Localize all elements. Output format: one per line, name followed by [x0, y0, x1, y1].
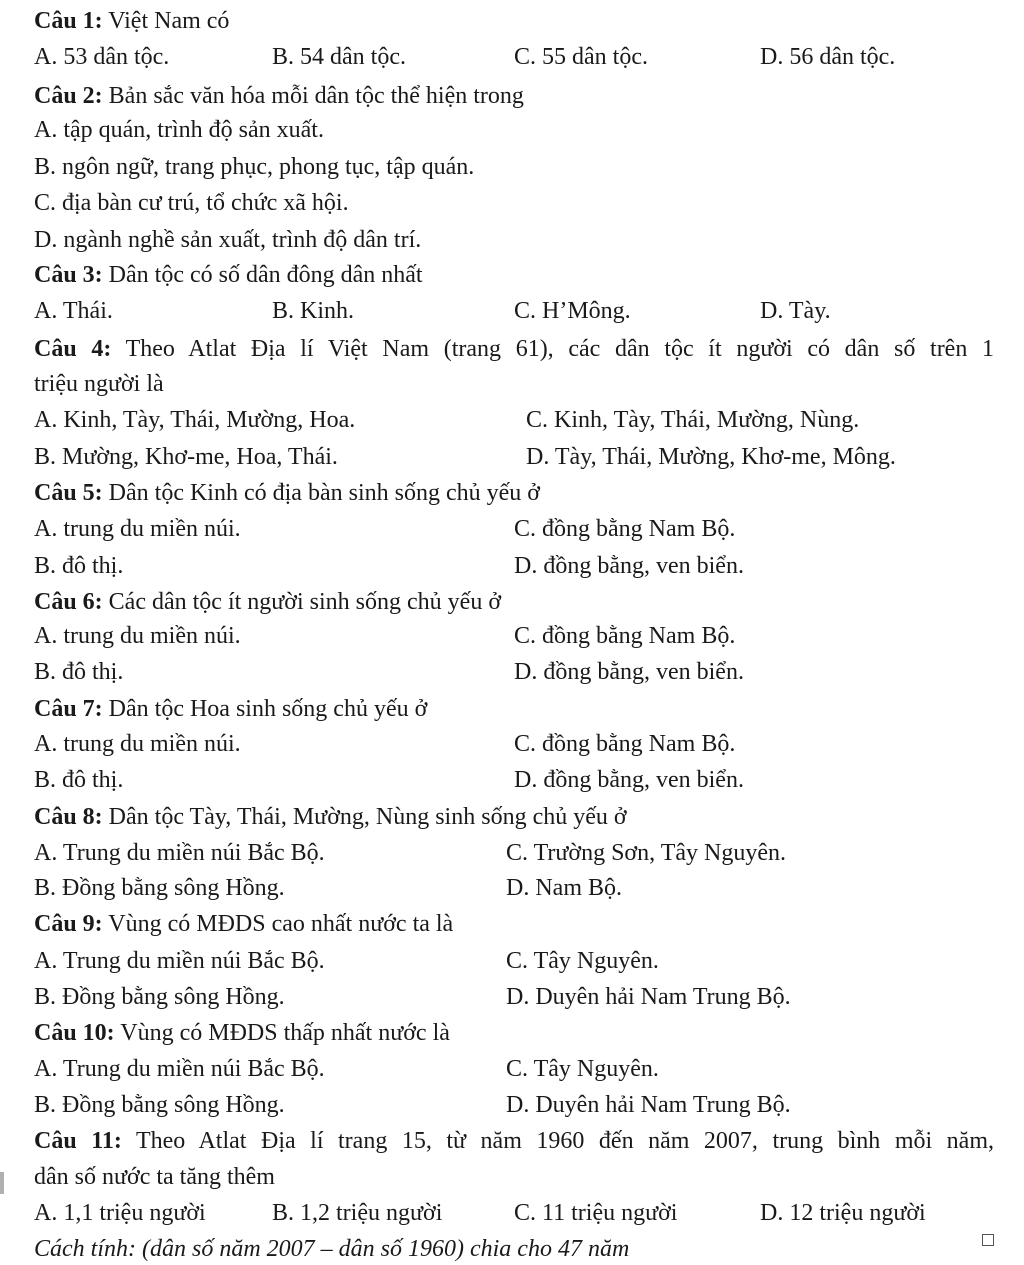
option-d: D. 56 dân tộc.: [760, 44, 896, 70]
option-a: A. 53 dân tộc.: [34, 44, 170, 70]
option-d: D. 12 triệu người: [760, 1200, 926, 1226]
option-b: B. Đồng bằng sông Hồng.: [34, 984, 285, 1010]
question-7: [34, 694, 994, 724]
option-d: D. ngành nghề sản xuất, trình độ dân trí.: [34, 227, 422, 253]
question-text-continued: dân số nước ta tăng thêm: [34, 1164, 275, 1190]
option-b: B. 54 dân tộc.: [272, 44, 406, 70]
option-c: C. đồng bằng Nam Bộ.: [514, 516, 736, 542]
option-b: B. Mường, Khơ-me, Hoa, Thái.: [34, 444, 338, 470]
question-label: Câu 9:: [34, 911, 103, 937]
question-text: Theo Atlat Địa lí Việt Nam (trang 61), các dân tộc ít người có dân số trên 1: [125, 336, 995, 362]
option-b: B. đô thị.: [34, 553, 124, 579]
margin-marker: [0, 1172, 4, 1194]
option-c: C. 55 dân tộc.: [514, 44, 648, 70]
question-text: Vùng có MĐDS cao nhất nước ta là: [108, 911, 454, 937]
question-text: Việt Nam có: [108, 8, 230, 34]
options-row: [34, 838, 994, 868]
options-row: [34, 1090, 994, 1120]
options-row: [34, 873, 994, 903]
options-row: [34, 946, 994, 976]
options-row: [34, 621, 994, 651]
question-2: [34, 81, 994, 111]
option-d: D. Tày, Thái, Mường, Khơ-me, Mông.: [526, 444, 896, 470]
calculation-note: Cách tính: (dân số năm 2007 – dân số 1960) chia cho 47 năm: [34, 1236, 630, 1262]
option-b: B. Kinh.: [272, 298, 355, 324]
square-icon: [982, 1234, 994, 1246]
question-6: [34, 587, 994, 617]
options-row: [34, 1198, 994, 1228]
options-row: [34, 1054, 994, 1084]
option-d: D. đồng bằng, ven biển.: [514, 659, 744, 685]
option-a: A. Kinh, Tày, Thái, Mường, Hoa.: [34, 407, 356, 433]
option-d: D. Tày.: [760, 298, 831, 324]
question-label: Câu 4:: [34, 336, 112, 362]
question-text: Theo Atlat Địa lí trang 15, từ năm 1960 đến năm 2007, trung bình mỗi năm,: [135, 1128, 994, 1154]
question-label: Câu 8:: [34, 804, 103, 830]
options-row: [34, 729, 994, 759]
option-c: C. Tây Nguyên.: [506, 1056, 659, 1082]
option-d: D. Duyên hải Nam Trung Bộ.: [506, 1092, 791, 1118]
option-a: A. 1,1 triệu người: [34, 1200, 206, 1226]
options-row: [34, 982, 994, 1012]
option-d: D. đồng bằng, ven biển.: [514, 767, 744, 793]
options-row: [34, 765, 994, 795]
question-label: Câu 2:: [34, 83, 103, 109]
options-row: [34, 296, 994, 326]
question-11: [34, 1126, 994, 1156]
question-8: [34, 802, 994, 832]
question-text: Dân tộc có số dân đông dân nhất: [108, 262, 423, 288]
options-row: [34, 42, 994, 72]
question-text: Các dân tộc ít người sinh sống chủ yếu ở: [108, 589, 502, 615]
question-label: Câu 11:: [34, 1128, 122, 1154]
option-b: B. đô thị.: [34, 659, 124, 685]
option-d: D. Duyên hải Nam Trung Bộ.: [506, 984, 791, 1010]
option-a: A. trung du miền núi.: [34, 623, 241, 649]
option-c: C. Kinh, Tày, Thái, Mường, Nùng.: [526, 407, 860, 433]
question-text: Bản sắc văn hóa mỗi dân tộc thể hiện trong: [108, 83, 524, 109]
option-c: C. đồng bằng Nam Bộ.: [514, 731, 736, 757]
option-a: A. Trung du miền núi Bắc Bộ.: [34, 840, 325, 866]
option-c: C. địa bàn cư trú, tổ chức xã hội.: [34, 190, 349, 216]
question-text: Dân tộc Tày, Thái, Mường, Nùng sinh sống chủ yếu ở: [108, 804, 627, 830]
options-row: [34, 551, 994, 581]
option-b: B. ngôn ngữ, trang phục, phong tục, tập quán.: [34, 154, 475, 180]
question-3: [34, 260, 994, 290]
option-c: C. Trường Sơn, Tây Nguyên.: [506, 840, 786, 866]
question-label: Câu 1:: [34, 8, 103, 34]
option-a: A. tập quán, trình độ sản xuất.: [34, 117, 324, 143]
option-c: C. H’Mông.: [514, 298, 631, 324]
option-b: B. đô thị.: [34, 767, 124, 793]
question-text-continued: triệu người là: [34, 371, 164, 397]
option-c: C. Tây Nguyên.: [506, 948, 659, 974]
option-d: D. Nam Bộ.: [506, 875, 622, 901]
option-b: B. Đồng bằng sông Hồng.: [34, 1092, 285, 1118]
question-text: Dân tộc Kinh có địa bàn sinh sống chủ yếu ở: [108, 480, 540, 506]
option-b: B. 1,2 triệu người: [272, 1200, 443, 1226]
question-label: Câu 7:: [34, 696, 103, 722]
option-a: A. trung du miền núi.: [34, 516, 241, 542]
question-label: Câu 10:: [34, 1020, 115, 1046]
options-row: [34, 405, 994, 435]
question-4: [34, 334, 994, 364]
question-10: [34, 1018, 994, 1048]
question-text: Vùng có MĐDS thấp nhất nước là: [120, 1020, 450, 1046]
options-row: [34, 514, 994, 544]
question-1: [34, 6, 994, 36]
option-a: A. trung du miền núi.: [34, 731, 241, 757]
question-label: Câu 6:: [34, 589, 103, 615]
option-d: D. đồng bằng, ven biển.: [514, 553, 744, 579]
question-label: Câu 3:: [34, 262, 103, 288]
option-a: A. Trung du miền núi Bắc Bộ.: [34, 1056, 325, 1082]
option-a: A. Trung du miền núi Bắc Bộ.: [34, 948, 325, 974]
question-5: [34, 478, 994, 508]
option-c: C. đồng bằng Nam Bộ.: [514, 623, 736, 649]
question-label: Câu 5:: [34, 480, 103, 506]
options-row: [34, 442, 994, 472]
question-text: Dân tộc Hoa sinh sống chủ yếu ở: [108, 696, 428, 722]
question-9: [34, 909, 994, 939]
option-b: B. Đồng bằng sông Hồng.: [34, 875, 285, 901]
options-row: [34, 657, 994, 687]
option-c: C. 11 triệu người: [514, 1200, 678, 1226]
option-a: A. Thái.: [34, 298, 113, 324]
